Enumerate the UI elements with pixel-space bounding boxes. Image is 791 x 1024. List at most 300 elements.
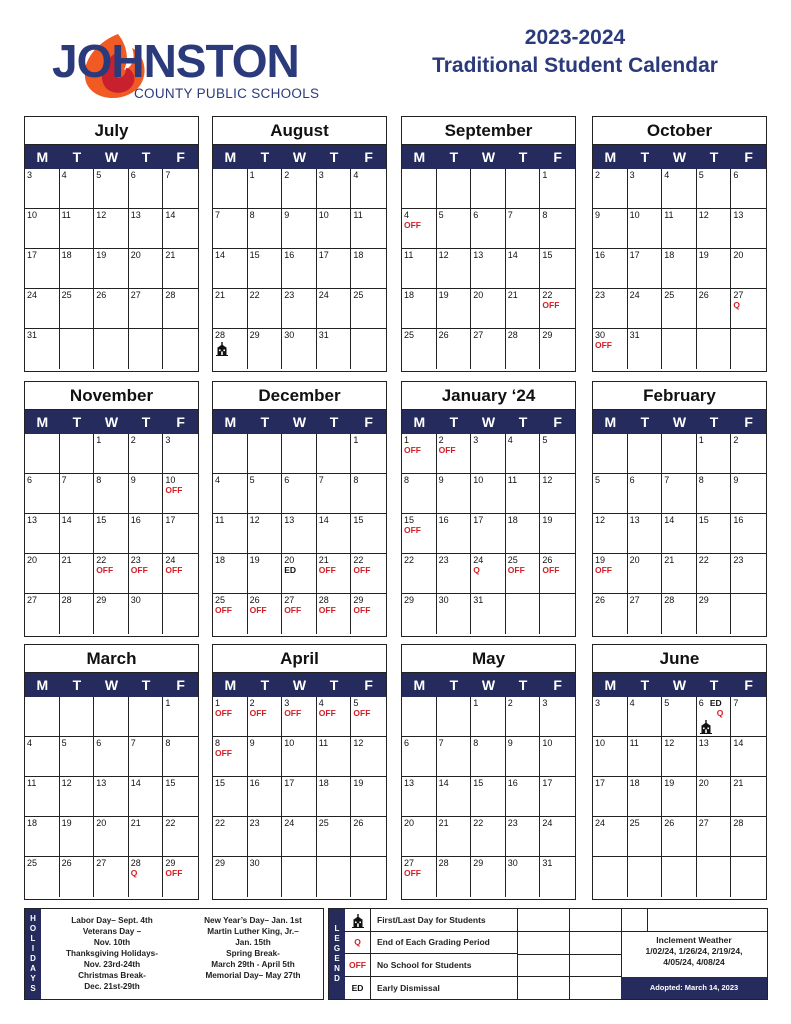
day-cell: [662, 817, 697, 857]
day-cell: [628, 857, 663, 897]
day-number: 2: [130, 435, 136, 445]
day-cell: [697, 169, 732, 209]
day-number: 28: [215, 330, 226, 340]
day-cell: [94, 289, 129, 329]
day-number: 4: [318, 698, 324, 708]
day-number: 18: [664, 250, 675, 260]
day-cell: [402, 857, 437, 897]
day-cell: [248, 209, 283, 249]
day-cell: [60, 249, 95, 289]
day-cell: [25, 737, 60, 777]
day-number: 29: [473, 858, 484, 868]
day-cell: [248, 554, 283, 594]
day-cell: [437, 737, 472, 777]
page-title: Traditional Student Calendar: [432, 54, 718, 77]
day-cell: [25, 329, 60, 369]
day-number: 5: [664, 698, 670, 708]
day-number: 31: [629, 330, 640, 340]
day-cell: [351, 474, 386, 514]
day-number: 5: [542, 435, 548, 445]
day-number: 27: [404, 858, 415, 868]
day-cell: [697, 434, 732, 474]
day-cell: [25, 594, 60, 634]
weekday-label: W: [672, 414, 687, 430]
day-cell: [402, 697, 437, 737]
day-cell: [628, 169, 663, 209]
day-cell: [471, 817, 506, 857]
day-number: 7: [215, 210, 221, 220]
day-number: 29: [249, 330, 260, 340]
day-number: 29: [96, 595, 107, 605]
weekday-label: W: [672, 149, 687, 165]
weekday-label: W: [672, 677, 687, 693]
day-number: 1: [404, 435, 410, 445]
day-number: 7: [733, 698, 739, 708]
legend-symbol: [345, 909, 371, 931]
day-cell: [437, 514, 472, 554]
day-cell: [317, 249, 352, 289]
day-number: 21: [664, 555, 675, 565]
day-number: 27: [629, 595, 640, 605]
day-cell: [94, 697, 129, 737]
day-number: 27: [473, 330, 484, 340]
day-number: 20: [473, 290, 484, 300]
day-number: 1: [542, 170, 548, 180]
day-number: 24: [629, 290, 640, 300]
day-cell: [506, 289, 541, 329]
day-cell: [25, 697, 60, 737]
day-number: 28: [318, 595, 329, 605]
weekday-label: M: [413, 149, 426, 165]
month-november: [24, 381, 199, 637]
day-number: 3: [473, 435, 479, 445]
day-number: 2: [284, 170, 290, 180]
day-cell: [628, 737, 663, 777]
day-number: 21: [733, 778, 744, 788]
month-name: October: [593, 117, 766, 145]
day-number: 11: [353, 210, 363, 220]
day-cell: [351, 817, 386, 857]
day-number: 31: [542, 858, 553, 868]
day-cell: [506, 817, 541, 857]
day-cell: [60, 594, 95, 634]
day-number: 15: [165, 778, 176, 788]
day-number: 14: [438, 778, 449, 788]
day-grid: [402, 697, 575, 897]
day-number: 8: [165, 738, 171, 748]
day-number: 15: [698, 515, 709, 525]
day-number: 12: [353, 738, 364, 748]
day-number: 10: [284, 738, 295, 748]
day-grid: [402, 434, 575, 634]
day-cell: [402, 737, 437, 777]
weekday-label: M: [36, 677, 49, 693]
day-cell: [697, 857, 732, 897]
weekday-label: M: [36, 149, 49, 165]
weekday-header: [25, 145, 198, 169]
weekday-label: M: [604, 677, 617, 693]
day-number: 25: [215, 595, 226, 605]
day-number: 27: [698, 818, 709, 828]
weekday-label: T: [518, 149, 528, 165]
day-cell: [94, 514, 129, 554]
day-cell: [248, 817, 283, 857]
month-may: [401, 644, 576, 900]
day-number: 19: [96, 250, 107, 260]
day-number: 19: [438, 290, 449, 300]
day-number: 30: [249, 858, 260, 868]
weekday-label: W: [292, 149, 307, 165]
holidays-list-2: [183, 915, 323, 981]
month-name: August: [213, 117, 386, 145]
day-cell: [351, 594, 386, 634]
day-number: 6: [404, 738, 410, 748]
day-cell: [25, 249, 60, 289]
vertical-letter: L: [334, 924, 340, 933]
day-cell: [94, 554, 129, 594]
day-number: 7: [130, 738, 136, 748]
day-number: 8: [353, 475, 359, 485]
day-cell: [163, 169, 198, 209]
day-cell: [471, 737, 506, 777]
day-cell: [129, 857, 164, 897]
day-number: 4: [404, 210, 410, 220]
day-number: 23: [130, 555, 141, 565]
day-number: 16: [438, 515, 449, 525]
weekday-label: T: [141, 414, 151, 430]
day-number: 18: [61, 250, 72, 260]
day-number: 28: [61, 595, 72, 605]
day-cell: [129, 169, 164, 209]
day-number: 16: [284, 250, 295, 260]
day-number: 20: [733, 250, 744, 260]
day-number: 30: [130, 595, 141, 605]
day-cell: [402, 329, 437, 369]
day-marker: OFF: [507, 565, 525, 575]
day-cell: [662, 329, 697, 369]
day-number: 20: [27, 555, 38, 565]
day-cell: [593, 594, 628, 634]
day-number: 25: [404, 330, 415, 340]
day-grid: [213, 434, 386, 634]
day-number: 12: [542, 475, 553, 485]
day-number: 25: [318, 818, 329, 828]
day-cell: [317, 474, 352, 514]
day-number: 15: [215, 778, 226, 788]
holiday-line: Christmas Break-: [78, 971, 146, 980]
day-number: 25: [664, 290, 675, 300]
legend-symbol: OFF: [345, 954, 371, 976]
day-number: 25: [61, 290, 72, 300]
weather-dates: 1/02/24, 1/26/24, 2/19/24,: [645, 946, 743, 956]
day-marker: Q: [473, 565, 480, 575]
day-number: 11: [664, 210, 674, 220]
holiday-line: Dec. 21st-29th: [84, 982, 140, 991]
day-cell: [402, 817, 437, 857]
day-cell: [25, 514, 60, 554]
day-number: 28: [507, 330, 518, 340]
day-cell: [662, 697, 697, 737]
month-name: November: [25, 382, 198, 410]
day-marker: OFF: [165, 565, 183, 575]
day-number: 1: [165, 698, 171, 708]
day-number: 6: [96, 738, 102, 748]
day-cell: [731, 817, 766, 857]
day-number: 1: [353, 435, 359, 445]
day-cell: [628, 817, 663, 857]
day-cell: [593, 817, 628, 857]
weekday-label: F: [364, 149, 373, 165]
day-cell: [248, 169, 283, 209]
day-cell: [163, 697, 198, 737]
day-number: 25: [629, 818, 640, 828]
day-number: 14: [733, 738, 744, 748]
day-number: 3: [629, 170, 635, 180]
day-cell: [129, 474, 164, 514]
month-name: September: [402, 117, 575, 145]
day-number: 9: [733, 475, 739, 485]
day-cell: [540, 474, 575, 514]
day-cell: [662, 169, 697, 209]
day-cell: [129, 554, 164, 594]
day-marker: OFF: [96, 565, 114, 575]
day-number: 26: [61, 858, 72, 868]
day-cell: [731, 697, 766, 737]
day-cell: [731, 209, 766, 249]
day-cell: [213, 857, 248, 897]
vertical-letter: G: [333, 944, 341, 953]
day-cell: [697, 594, 732, 634]
day-number: 17: [595, 778, 606, 788]
day-number: 26: [595, 595, 606, 605]
holiday-line: Veterans Day –: [82, 927, 142, 936]
day-number: 18: [404, 290, 415, 300]
day-cell: [213, 329, 248, 369]
day-cell: [163, 817, 198, 857]
month-name: January ‘24: [402, 382, 575, 410]
weekday-header: [593, 673, 766, 697]
day-number: 6: [629, 475, 635, 485]
day-cell: [471, 434, 506, 474]
day-cell: [628, 474, 663, 514]
day-number: 17: [165, 515, 176, 525]
weekday-label: F: [553, 414, 562, 430]
day-cell: [731, 857, 766, 897]
day-marker: OFF: [542, 565, 560, 575]
day-grid: [213, 697, 386, 897]
day-grid: [402, 169, 575, 369]
day-cell: [25, 777, 60, 817]
weekday-label: W: [104, 414, 119, 430]
day-cell: [540, 289, 575, 329]
day-cell: [129, 514, 164, 554]
day-cell: [129, 817, 164, 857]
day-number: 15: [353, 515, 364, 525]
day-cell: [402, 249, 437, 289]
day-cell: [282, 209, 317, 249]
holidays-list-1: [47, 915, 177, 992]
weekday-label: M: [224, 149, 237, 165]
day-cell: [317, 169, 352, 209]
day-cell: [60, 697, 95, 737]
day-number: 8: [404, 475, 410, 485]
day-cell: [593, 209, 628, 249]
day-cell: [351, 289, 386, 329]
day-cell: [662, 594, 697, 634]
schoolhouse-icon: [351, 914, 365, 928]
legend-text: First/Last Day for Students: [377, 914, 486, 925]
day-number: 22: [96, 555, 107, 565]
day-number: 5: [61, 738, 67, 748]
vertical-letter: A: [30, 964, 36, 973]
day-marker: OFF: [542, 300, 560, 310]
day-marker: OFF: [318, 708, 336, 718]
day-marker: OFF: [165, 485, 183, 495]
day-grid: [25, 169, 198, 369]
legend-text: End of Each Grading Period: [377, 937, 490, 948]
day-number: 12: [61, 778, 72, 788]
weekday-label: T: [260, 149, 270, 165]
day-cell: [60, 289, 95, 329]
day-cell: [437, 169, 472, 209]
day-number: 25: [353, 290, 364, 300]
day-cell: [163, 474, 198, 514]
day-number: 12: [96, 210, 107, 220]
day-cell: [248, 289, 283, 329]
weather-title: Inclement Weather: [656, 935, 732, 945]
day-number: 15: [96, 515, 107, 525]
day-cell: [351, 857, 386, 897]
day-number: 5: [96, 170, 102, 180]
day-number: 22: [542, 290, 553, 300]
legend-text: Early Dismissal: [377, 982, 440, 993]
day-cell: [129, 249, 164, 289]
day-number: 29: [698, 595, 709, 605]
day-cell: [94, 474, 129, 514]
day-cell: [662, 434, 697, 474]
day-cell: [94, 434, 129, 474]
day-number: 11: [318, 738, 329, 748]
day-number: 13: [733, 210, 744, 220]
weekday-label: T: [709, 414, 719, 430]
day-cell: [540, 249, 575, 289]
weekday-label: T: [72, 414, 82, 430]
day-cell: [506, 554, 541, 594]
day-cell: [163, 434, 198, 474]
day-cell: [213, 209, 248, 249]
day-number: 18: [629, 778, 640, 788]
day-number: 5: [698, 170, 704, 180]
day-number: 22: [249, 290, 260, 300]
day-cell: [437, 249, 472, 289]
day-number: 9: [438, 475, 444, 485]
day-cell: [697, 737, 732, 777]
day-marker: OFF: [595, 565, 612, 575]
day-number: 16: [249, 778, 260, 788]
day-number: 23: [733, 555, 744, 565]
day-cell: [248, 777, 283, 817]
day-marker: OFF: [404, 220, 421, 230]
weekday-label: T: [260, 677, 270, 693]
day-number: 10: [595, 738, 606, 748]
day-cell: [94, 857, 129, 897]
weather-dates-2: 4/05/24, 4/08/24: [663, 957, 725, 967]
day-number: 14: [215, 250, 226, 260]
vertical-letter: S: [30, 984, 36, 993]
day-number: 19: [353, 778, 364, 788]
holiday-line: Nov. 23rd-24th: [83, 960, 141, 969]
day-number: 1: [698, 435, 704, 445]
day-cell: [163, 857, 198, 897]
day-cell: [471, 474, 506, 514]
weekday-label: M: [413, 677, 426, 693]
day-marker: OFF: [215, 708, 232, 718]
day-cell: [60, 857, 95, 897]
day-number: 26: [249, 595, 260, 605]
month-name: June: [593, 645, 766, 673]
day-marker: OFF: [595, 340, 612, 350]
legend-row: [345, 954, 517, 977]
weekday-label: M: [36, 414, 49, 430]
day-cell: [540, 817, 575, 857]
day-marker: OFF: [318, 605, 336, 615]
day-number: 29: [165, 858, 176, 868]
day-cell: [351, 434, 386, 474]
day-number: 5: [438, 210, 444, 220]
day-number: 24: [542, 818, 553, 828]
weekday-label: T: [329, 414, 339, 430]
weekday-label: F: [176, 149, 185, 165]
weekday-label: F: [553, 149, 562, 165]
day-number: 6: [698, 698, 704, 708]
day-number: 26: [438, 330, 449, 340]
day-cell: [317, 209, 352, 249]
vertical-letter: I: [31, 944, 35, 953]
day-number: 19: [249, 555, 260, 565]
divider: [647, 909, 648, 931]
weekday-label: F: [364, 677, 373, 693]
day-number: 9: [595, 210, 601, 220]
day-cell: [697, 289, 732, 329]
day-number: 14: [318, 515, 329, 525]
day-number: 13: [698, 738, 709, 748]
day-number: 7: [61, 475, 67, 485]
day-cell: [351, 737, 386, 777]
day-number: 8: [473, 738, 479, 748]
day-number: 18: [27, 818, 38, 828]
day-cell: [593, 554, 628, 594]
day-marker: OFF: [438, 445, 456, 455]
day-cell: [437, 474, 472, 514]
weekday-header: [402, 145, 575, 169]
day-number: 20: [96, 818, 107, 828]
month-july: [24, 116, 199, 372]
day-cell: [540, 514, 575, 554]
day-cell: [351, 514, 386, 554]
day-number: 4: [215, 475, 221, 485]
weekday-label: M: [224, 677, 237, 693]
month-april: [212, 644, 387, 900]
day-number: 27: [27, 595, 38, 605]
day-number: 8: [249, 210, 255, 220]
day-number: 31: [27, 330, 38, 340]
day-number: 10: [165, 475, 176, 485]
day-marker: OFF: [284, 708, 302, 718]
day-number: 17: [27, 250, 38, 260]
day-number: 5: [353, 698, 359, 708]
day-cell: [351, 249, 386, 289]
day-number: 9: [130, 475, 136, 485]
